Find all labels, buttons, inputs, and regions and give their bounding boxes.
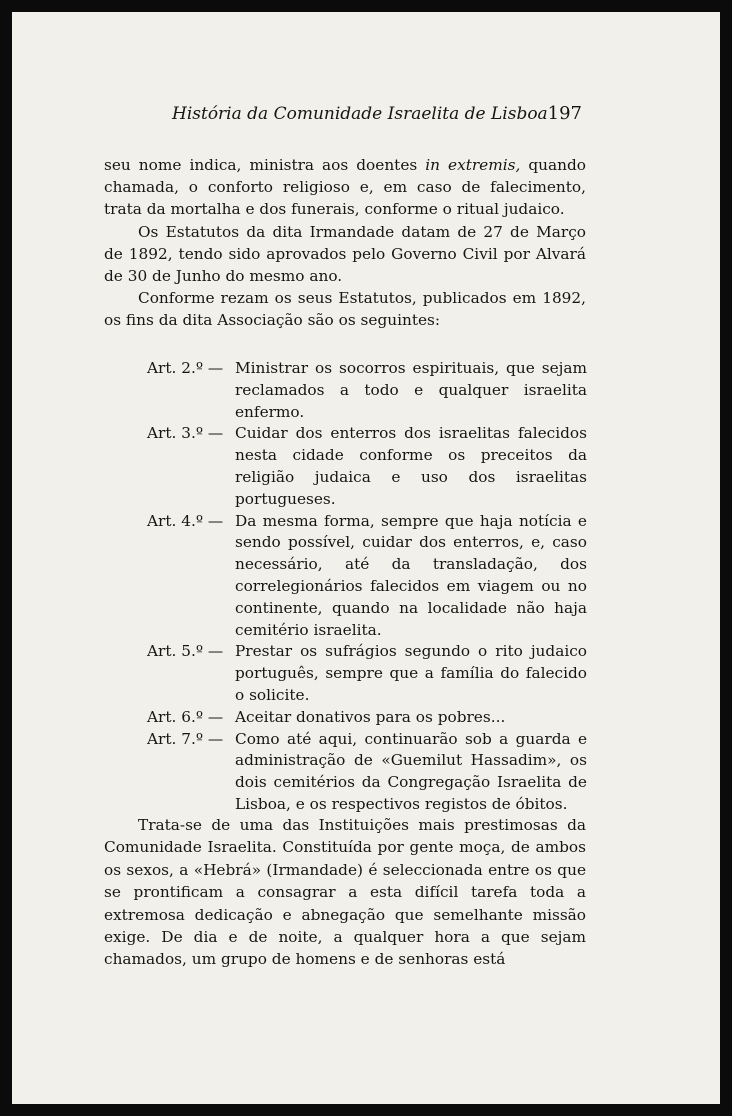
closing-paragraph: Trata-se de uma das Instituições mais prestimosas da Comunidade Israelita. Constituída por gente moça, de ambos os sexos, a «Hebrá» (Irmandade) é seleccionada entre os que se prontificam a consagrar a esta difícil tarefa toda a extremosa dedicação e abnegação que semelhante missão exige. De dia e de noite, a qualquer hora a que sejam chamados, um grupo de homens e de senhoras está — [104, 816, 586, 969]
running-header — [172, 102, 582, 126]
running-title: História da Comunidade Israelita de Lisboa — [172, 104, 548, 124]
article-text: Ministrar os socorros espirituais, que sejam reclamados a todo e qualquer israelita enfermo. — [235, 359, 587, 421]
article-6 — [147, 707, 587, 729]
article-text: Da mesma forma, sempre que haja notícia e sendo possível, cuidar dos enterros, e, caso necessário, até da transladação, dos correlegionários falecidos em viagem ou no continente, quando na localidade não haja cemitério israelita. — [235, 511, 587, 639]
article-label: Art. 2.º — — [147, 359, 224, 377]
book-page — [12, 12, 720, 1104]
paragraph-2: Os Estatutos da dita Irmandade datam de 27 de Março de 1892, tendo sido aprovados pelo Governo Civil por Alvará de 30 de Junho do mesmo ano. — [104, 222, 586, 286]
article-label: Art. 5.º — — [147, 642, 224, 661]
article-2 — [147, 358, 587, 423]
article-7 — [147, 729, 587, 816]
article-label: Art. 4.º — — [147, 511, 224, 530]
article-label: Art. 6.º — — [147, 707, 224, 726]
statute-articles — [147, 358, 587, 816]
closing-text — [104, 814, 586, 971]
article-text: Como até aqui, continuarão sob a guarda e administração de «Guemilut Hassadim», os dois cemitérios da Congregação Israelita de Lisboa, e os respectivos registos de óbitos. — [235, 729, 587, 813]
article-label: Art. 7.º — — [147, 729, 224, 748]
article-5 — [147, 641, 587, 706]
article-label: Art. 3.º — — [147, 424, 224, 443]
article-text: Prestar os sufrágios segundo o rito judaico português, sempre que a família do falecido o solicite. — [235, 642, 587, 704]
intro-text — [104, 154, 586, 332]
latin-phrase: in extremis, — [425, 156, 521, 174]
article-text: Cuidar dos enterros dos israelitas falecidos nesta cidade conforme os preceitos da religião judaica e uso dos israelitas portugueses. — [235, 424, 587, 508]
article-4 — [147, 511, 587, 642]
article-text: Aceitar donativos para os pobres... — [235, 707, 506, 726]
paragraph-1: seu nome indica, ministra aos doentes in extremis, quando chamada, o conforto religioso e, em caso de falecimento, trata da mortalha e dos funerais, conforme o ritual judaico. — [104, 156, 587, 219]
article-3 — [147, 423, 587, 510]
page-number: 197 — [547, 103, 582, 124]
paragraph-3: Conforme rezam os seus Estatutos, publicados em 1892, os fins da dita Associação são os seguintes: — [104, 289, 586, 330]
